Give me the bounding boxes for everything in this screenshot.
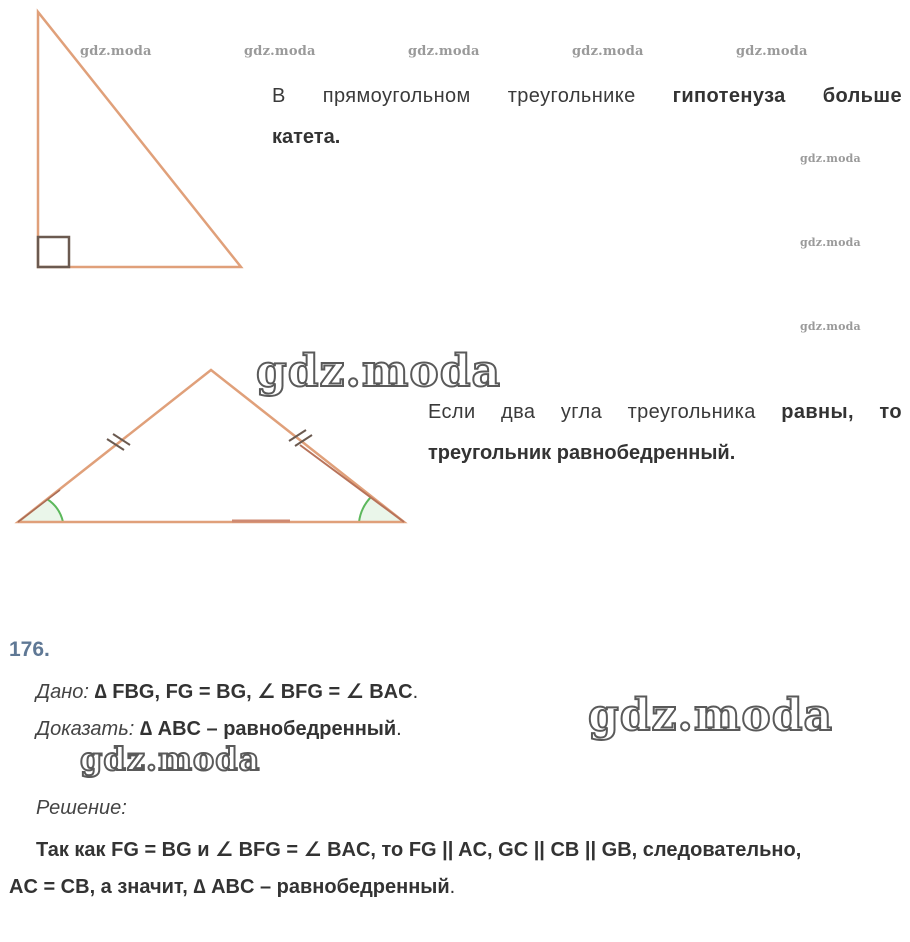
- equal-side-ticks-right: [289, 430, 312, 446]
- prove-line: [36, 718, 402, 741]
- watermark: gdz.moda: [244, 44, 316, 59]
- solution-line-2-text: AC = CB, а значит, ∆ ABC – равнобедренный: [9, 876, 450, 898]
- given-label: Дано:: [36, 681, 89, 703]
- rule-hypotenuse: [272, 77, 902, 116]
- right-angle-mark: [38, 237, 69, 267]
- solution-label: Решение:: [36, 797, 127, 819]
- solution-line-1: Так как FG = BG и ∠ BFG = ∠ BAC, то FG || AC, GC || CB || GB, следовательно,: [36, 839, 802, 861]
- watermark-large: gdz.moda: [256, 346, 502, 397]
- rule-isosceles-bold: равны, то: [781, 401, 902, 423]
- watermark-large: gdz.moda: [588, 690, 834, 741]
- prove-text: ∆ ABC – равнобедренный: [139, 718, 397, 740]
- watermark: gdz.moda: [800, 152, 861, 165]
- rule-isosceles-plain: Если два угла треугольника: [428, 401, 756, 423]
- solution-line-2: [9, 876, 455, 899]
- watermark: gdz.moda: [800, 236, 861, 249]
- rule-hypotenuse-continuation: катета.: [272, 126, 341, 148]
- problem-number: 176.: [9, 638, 50, 661]
- solution-end: .: [449, 876, 456, 898]
- rule-isosceles: [428, 393, 902, 432]
- watermark: gdz.moda: [408, 44, 480, 59]
- given-line: [36, 679, 418, 704]
- prove-end: .: [396, 718, 402, 740]
- rule-isosceles-continuation: треугольник равнобедренный.: [428, 442, 736, 464]
- angle-arc-left: [18, 499, 63, 522]
- given-end: .: [412, 681, 419, 703]
- watermark: gdz.moda: [736, 44, 808, 59]
- rule-hypotenuse-plain: В прямоугольном треугольнике: [272, 85, 636, 107]
- right-triangle-figure: [0, 0, 260, 280]
- watermark-large: gdz.moda: [80, 740, 261, 778]
- given-text: ∆ FBG, FG = BG, ∠ BFG = ∠ BAC: [94, 681, 413, 703]
- watermark: gdz.moda: [800, 320, 861, 333]
- watermark: gdz.moda: [80, 44, 152, 59]
- watermark: gdz.moda: [572, 44, 644, 59]
- prove-label: Доказать:: [36, 718, 135, 740]
- rule-hypotenuse-bold: гипотенуза больше: [672, 85, 902, 107]
